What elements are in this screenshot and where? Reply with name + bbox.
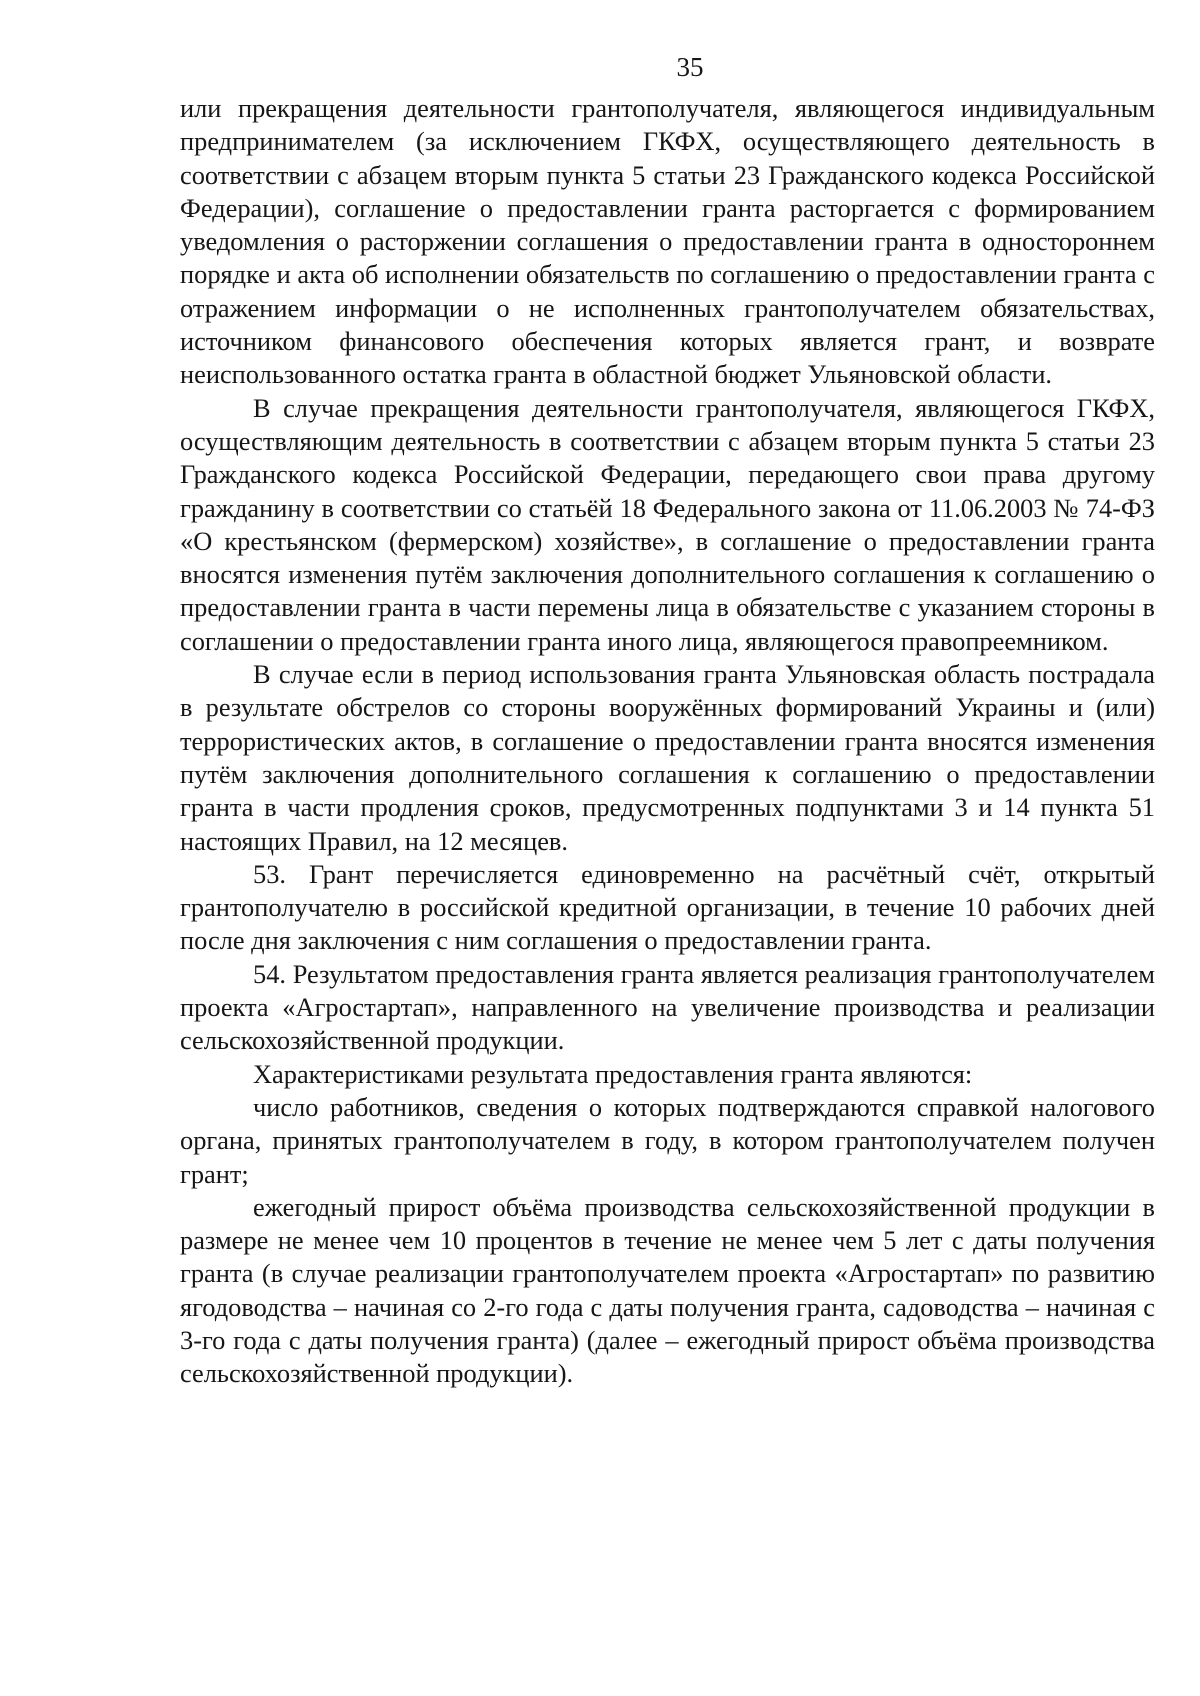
paragraph-characteristics-heading: Характеристиками результата предоставления гранта являются: bbox=[253, 1058, 973, 1089]
paragraph-item-54: 54. Результатом предоставления гранта является реализация грантополучателем проекта «Агростартап», направленного на увеличение производства и реализации сельскохозяйственной продукции. bbox=[180, 958, 1155, 1056]
paragraph-characteristic-production-growth: ежегодный прирост объёма производства сельскохозяйственной продукции в размере не менее чем 10 процентов в течение не менее чем 5 лет с даты получения гранта (в случае реализации грантополучателем проекта «Агростартап» по развитию ягодоводства – начиная со 2-го года с даты получения гранта, садоводства – начиная с 3-го года с даты получения гранта) (далее – ежегодный прирост объёма производства сельскохозяйственной продукции). bbox=[180, 1191, 1155, 1389]
paragraph-shelling-extension: В случае если в период использования гранта Ульяновская область пострадала в результате обстрелов со стороны вооружённых формирований Украины и (или) террористических актов, в соглашение о предоставлении гранта вносятся изменения путём заключения дополнительного соглашения к соглашению о предоставлении гранта в части продления сроков, предусмотренных подпунктами 3 и 14 пункта 51 настоящих Правил, на 12 месяцев. bbox=[180, 659, 1155, 856]
paragraph-item-53: 53. Грант перечисляется единовременно на расчётный счёт, открытый грантополучателю в российской кредитной организации, в течение 10 рабочих дней после дня заключения с ним соглашения о предоставлении гранта. bbox=[180, 858, 1155, 956]
paragraph-continuation: или прекращения деятельности грантополучателя, являющегося индивидуальным предпринимателем (за исключением ГКФХ, осуществляющего деятельность в соответствии с абзацем вторым пункта 5 статьи 23 Гражданского кодекса Российской Федерации), соглашение о предоставлении гранта расторгается с формированием уведомления о расторжении соглашения о предоставлении гранта в одностороннем порядке и акта об исполнении обязательств по соглашению о предоставлении гранта с отражением информации о не исполненных грантополучателем обязательствах, источником финансового обеспечения которых является грант, и возврате неиспользованного остатка гранта в областной бюджет Ульяновской области. bbox=[180, 93, 1155, 390]
document-body bbox=[180, 92, 1155, 1391]
paragraph-characteristic-employees: число работников, сведения о которых подтверждаются справкой налогового органа, принятых грантополучателем в году, в котором грантополучателем получен грант; bbox=[180, 1091, 1155, 1189]
page-number: 35 bbox=[676, 52, 704, 82]
paragraph-gkfh-succession: В случае прекращения деятельности грантополучателя, являющегося ГКФХ, осуществляющим деятельность в соответствии с абзацем вторым пункта 5 статьи 23 Гражданского кодекса Российской Федерации, передающего свои права другому гражданину в соответствии со статьёй 18 Федерального закона от 11.06.2003 № 74-ФЗ «О крестьянском (фермерском) хозяйстве», в соглашение о предоставлении гранта вносятся изменения путём заключения дополнительного соглашения к соглашению о предоставлении гранта в части перемены лица в обязательстве с указанием стороны в соглашении о предоставлении гранта иного лица, являющегося правопреемником. bbox=[180, 392, 1155, 656]
